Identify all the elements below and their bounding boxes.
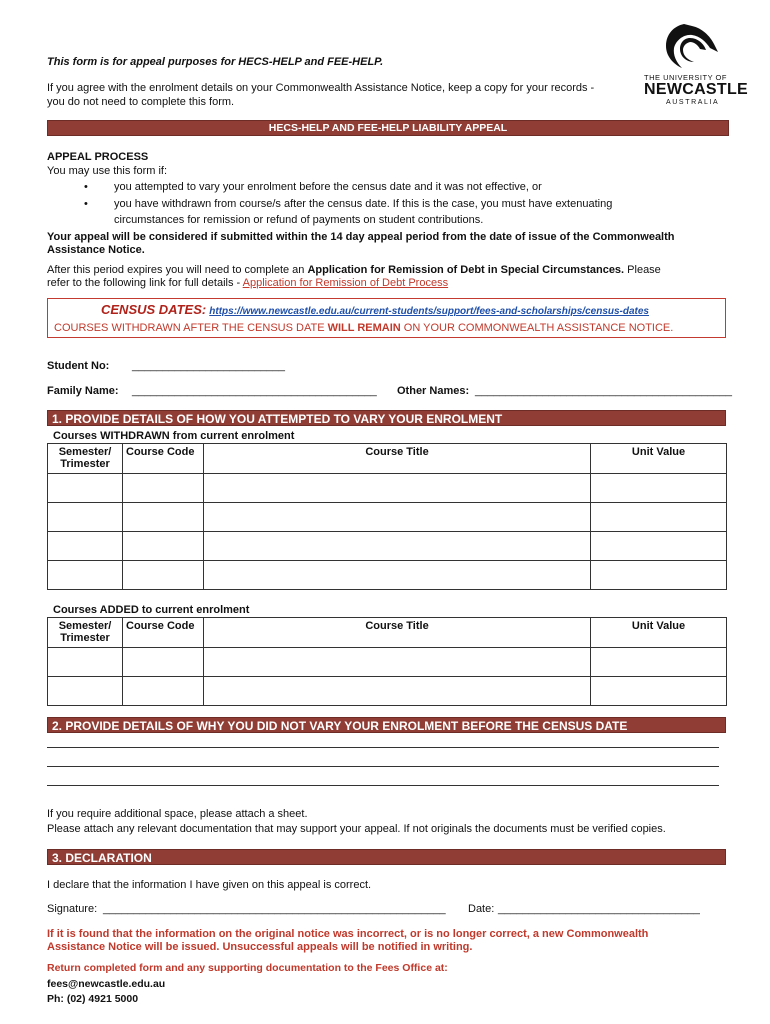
- table-row[interactable]: [48, 677, 727, 706]
- agree-line-1: If you agree with the enrolment details on your Commonwealth Assistance Notice, keep a copy for your records -: [47, 82, 595, 94]
- col-semester: Semester/ Trimester: [48, 444, 123, 474]
- table-row[interactable]: [48, 474, 727, 503]
- reason-line[interactable]: [47, 766, 719, 767]
- after-period-text: After this period expires you will need to complete an Application for Remission of Debt in Special Circumstances. Please: [47, 264, 661, 276]
- student-no-label: Student No:: [47, 360, 110, 372]
- section-2-header: 2. PROVIDE DETAILS OF WHY YOU DID NOT VARY YOUR ENROLMENT BEFORE THE CENSUS DATE: [47, 717, 726, 733]
- col-unit-value: Unit Value: [591, 444, 727, 474]
- col-unit-value: Unit Value: [591, 618, 727, 648]
- table-row[interactable]: [48, 532, 727, 561]
- date-field[interactable]: _________________________________: [498, 903, 700, 915]
- family-name-field[interactable]: ________________________________________: [132, 385, 377, 397]
- fees-phone: Ph: (02) 4921 5000: [47, 993, 139, 1005]
- consider-line-1: Your appeal will be considered if submitted within the 14 day appeal period from the date of issue of the Commonwealth: [47, 231, 675, 243]
- other-names-label: Other Names:: [397, 385, 470, 397]
- table-row[interactable]: [48, 648, 727, 677]
- return-instructions: Return completed form and any supporting documentation to the Fees Office at:: [47, 962, 448, 974]
- family-name-label: Family Name:: [47, 385, 119, 397]
- table-header-row: [48, 444, 727, 474]
- withdrawn-label: Courses WITHDRAWN from current enrolment: [53, 430, 295, 442]
- table-header-row: [48, 618, 727, 648]
- signature-label: Signature:: [47, 903, 98, 915]
- remission-process-link[interactable]: Application for Remission of Debt Process: [242, 277, 449, 289]
- other-names-field[interactable]: __________________________________________: [475, 385, 732, 397]
- bullet-1-text: you attempted to vary your enrolment before the census date and it was not effective, or: [114, 181, 542, 193]
- logo-line-newcastle: NEWCASTLE: [644, 81, 749, 98]
- warning-line-1: If it is found that the information on the original notice was incorrect, or is no longer correct, a new Commonwealth: [47, 928, 649, 940]
- col-course-code: Course Code: [123, 618, 204, 648]
- bullet-2-line-1: you have withdrawn from course/s after the census date. If this is the case, you must have extenuating: [114, 198, 613, 210]
- added-label: Courses ADDED to current enrolment: [53, 604, 250, 616]
- logo-line-university: THE UNIVERSITY OF: [644, 73, 727, 82]
- bullet-icon: •: [84, 198, 88, 210]
- fees-email: fees@newcastle.edu.au: [47, 978, 166, 990]
- census-dates-row: [101, 302, 649, 317]
- reason-line[interactable]: [47, 785, 719, 786]
- purpose-statement: This form is for appeal purposes for HECS-HELP and FEE-HELP.: [47, 56, 384, 68]
- census-dates-link[interactable]: https://www.newcastle.edu.au/current-students/support/fees-and-scholarships/census-dates: [209, 306, 649, 317]
- census-dates-label: CENSUS DATES:: [101, 302, 207, 317]
- census-note: COURSES WITHDRAWN AFTER THE CENSUS DATE WILL REMAIN ON YOUR COMMONWEALTH ASSISTANCE NOTICE.: [54, 322, 674, 334]
- col-semester: Semester/ Trimester: [48, 618, 123, 648]
- col-course-code: Course Code: [123, 444, 204, 474]
- logo-line-australia: AUSTRALIA: [666, 99, 720, 106]
- section-1-header: 1. PROVIDE DETAILS OF HOW YOU ATTEMPTED TO VARY YOUR ENROLMENT: [47, 410, 726, 426]
- university-logo-crest: [640, 22, 745, 74]
- warning-line-2: Assistance Notice will be issued. Unsuccessful appeals will be notified in writing.: [47, 941, 473, 953]
- extra-space-note: If you require additional space, please attach a sheet.: [47, 808, 308, 820]
- bullet-2-line-2: circumstances for remission or refund of payments on student contributions.: [114, 214, 484, 226]
- refer-text: refer to the following link for full details - Application for Remission of Debt Process: [47, 277, 449, 289]
- use-if-text: You may use this form if:: [47, 165, 168, 177]
- appeal-process-heading: APPEAL PROCESS: [47, 151, 149, 163]
- declaration-text: I declare that the information I have given on this appeal is correct.: [47, 879, 372, 891]
- table-row[interactable]: [48, 561, 727, 590]
- bullet-icon: •: [84, 181, 88, 193]
- added-courses-table: [47, 617, 727, 706]
- col-course-title: Course Title: [204, 444, 591, 474]
- consider-line-2: Assistance Notice.: [47, 244, 145, 256]
- reason-line[interactable]: [47, 747, 719, 748]
- signature-field[interactable]: ________________________________________________________: [103, 903, 446, 915]
- student-no-field[interactable]: _________________________: [132, 360, 285, 372]
- form-title-banner: HECS-HELP AND FEE-HELP LIABILITY APPEAL: [47, 120, 729, 136]
- attach-docs-note: Please attach any relevant documentation that may support your appeal. If not originals the documents must be verified copies.: [47, 823, 666, 835]
- table-row[interactable]: [48, 503, 727, 532]
- date-label: Date:: [468, 903, 495, 915]
- withdrawn-courses-table: [47, 443, 727, 590]
- section-3-header: 3. DECLARATION: [47, 849, 726, 865]
- col-course-title: Course Title: [204, 618, 591, 648]
- agree-line-2: you do not need to complete this form.: [47, 96, 235, 108]
